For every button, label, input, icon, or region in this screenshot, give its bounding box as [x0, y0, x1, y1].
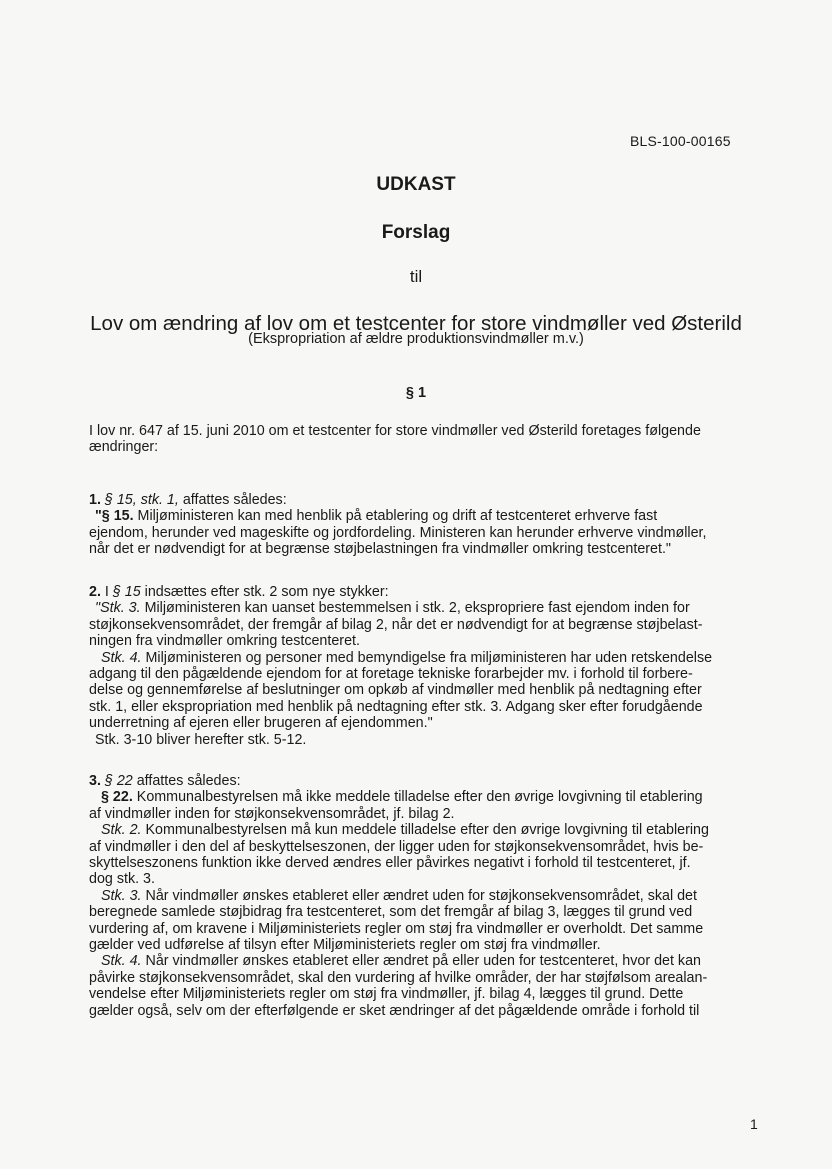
item-reference: § 15, stk. 1, — [104, 492, 179, 508]
text-line: ningen fra vindmøller omkring testcenteret. — [89, 633, 360, 650]
text-line: beregnede samlede støjbidrag fra testcenteret, som det fremgår af bilag 3, lægges til grund ved — [89, 904, 693, 921]
item-heading-pre: I — [100, 584, 113, 600]
item-heading — [89, 492, 753, 508]
text-line: af vindmøller i den del af beskyttelseszonen, der ligger uden for støjkonsekvensområdet, hvis be- — [89, 838, 704, 855]
amendment-item-2 — [89, 584, 753, 748]
item-number: 3. — [89, 773, 101, 789]
intro-text — [89, 423, 753, 456]
item-heading — [89, 584, 753, 600]
text-line: påvirke støjkonsekvensområdet, skal den vurdering af hvilke områder, der har støjfølsom arealan- — [89, 969, 708, 986]
proposal-heading: Forslag — [381, 222, 451, 243]
document-id: BLS-100-00165 — [630, 133, 731, 149]
text-line — [89, 789, 753, 805]
stk-lead: Stk. 4. — [101, 953, 142, 970]
paragraph-heading: § 1 — [405, 385, 427, 401]
text-line: gælder også, selv om der efterfølgende er sket ændringer af det pågældende område i forhold til — [89, 1002, 700, 1019]
text-line: vendelse efter Miljøministeriets regler om støj fra vindmøller, jf. bilag 4, lægges til grund. Dette — [89, 986, 684, 1003]
section-lead: § 22. — [101, 789, 133, 806]
intro-line: ændringer: — [89, 439, 159, 456]
text-run: Når vindmøller ønskes etableret eller ændret på eller uden for testcenteret, hvor det kan — [141, 953, 701, 970]
text-line: Stk. 3-10 bliver herefter stk. 5-12. — [95, 731, 307, 748]
til-label: til — [409, 267, 423, 286]
item-heading-text: affattes således: — [132, 773, 241, 789]
text-run: Miljøministeren og personer med bemyndigelse fra miljøministeren har uden retskendelse — [141, 649, 713, 666]
text-line: skyttelseszonens funktion ikke derved ændres eller påvirkes negativt i forhold til testcenteret, jf. — [89, 855, 691, 872]
text-line: af vindmøller inden for støjkonsekvensområdet, jf. bilag 2. — [89, 805, 455, 822]
item-heading — [89, 773, 753, 789]
text-run: Miljøministeren kan uanset bestemmelsen i stk. 2, ekspropriere fast ejendom inden for — [140, 600, 690, 617]
stk-lead: Stk. 2. — [101, 822, 142, 839]
page-number: 1 — [750, 1116, 758, 1132]
text-line — [89, 888, 753, 904]
text-line: støjkonsekvensområdet, der fremgår af bilag 2, når det er nødvendigt for at begrænse støjbelast- — [89, 616, 703, 633]
intro-line: I lov nr. 647 af 15. juni 2010 om et testcenter for store vindmøller ved Østerild foretages følgende — [89, 423, 701, 439]
text-run: Kommunalbestyrelsen må kun meddele tilladelse efter den øvrige lovgivning til etablering — [141, 822, 709, 839]
item-heading-text: affattes således: — [178, 492, 287, 508]
text-run: Kommunalbestyrelsen må ikke meddele tilladelse efter den øvrige lovgivning til etablering — [132, 789, 703, 806]
text-line: underretning af ejeren eller brugeren af ejendommen." — [89, 715, 433, 732]
stk-lead: Stk. 3. — [101, 887, 142, 904]
text-run: Miljøministeren kan med henblik på etablering og drift af testcenteret erhverve fast — [133, 508, 658, 525]
amendment-item-1 — [89, 492, 753, 558]
text-line: dog stk. 3. — [89, 871, 155, 888]
text-line — [89, 600, 753, 616]
item-reference: § 15 — [112, 584, 141, 600]
text-line: vurdering af, om kravene i Miljøministeriets regler om støj fra vindmøller er overholdt. Det samme — [89, 920, 704, 937]
text-line — [89, 508, 753, 524]
section-lead: "§ 15. — [95, 508, 134, 525]
law-title: Lov om ændring af lov om et testcenter for store vindmøller ved Østerild — [90, 312, 742, 335]
item-number: 2. — [89, 584, 101, 600]
text-line: adgang til den pågældende ejendom for at foretage tekniske forarbejder mv. i forhold til forbere- — [89, 666, 693, 683]
item-heading-text: indsættes efter stk. 2 som nye stykker: — [140, 584, 389, 600]
draft-label: UDKAST — [376, 174, 456, 195]
text-line: stk. 1, eller ekspropriation med henblik på nedtagning efter stk. 3. Adgang sker efter forudgående — [89, 698, 703, 715]
text-line — [89, 650, 753, 666]
text-line: ejendom, herunder ved mageskifte og jordfordeling. Ministeren kan herunder erhverve vindmøller, — [89, 524, 707, 541]
stk-lead: Stk. 4. — [101, 649, 142, 666]
text-line: når det er nødvendigt for at begrænse støjbelastningen fra vindmøller omkring testcenteret." — [89, 541, 671, 558]
text-line — [89, 822, 753, 838]
stk-lead: "Stk. 3. — [95, 600, 141, 617]
text-run: Når vindmøller ønskes etableret eller ændret uden for støjkonsekvensområdet, skal det — [141, 887, 697, 904]
law-subtitle: (Ekspropriation af ældre produktionsvindmøller m.v.) — [248, 331, 584, 347]
item-number: 1. — [89, 492, 101, 508]
text-line: gælder ved udførelse af tilsyn efter Miljøministeriets regler om støj fra vindmøller. — [89, 937, 601, 954]
text-line: delse og gennemførelse af beslutninger om opkøb af vindmøller med henblik på nedtagning efter — [89, 682, 702, 699]
text-line — [89, 953, 753, 969]
amendment-item-3 — [89, 773, 753, 1019]
item-reference: § 22 — [104, 773, 133, 789]
